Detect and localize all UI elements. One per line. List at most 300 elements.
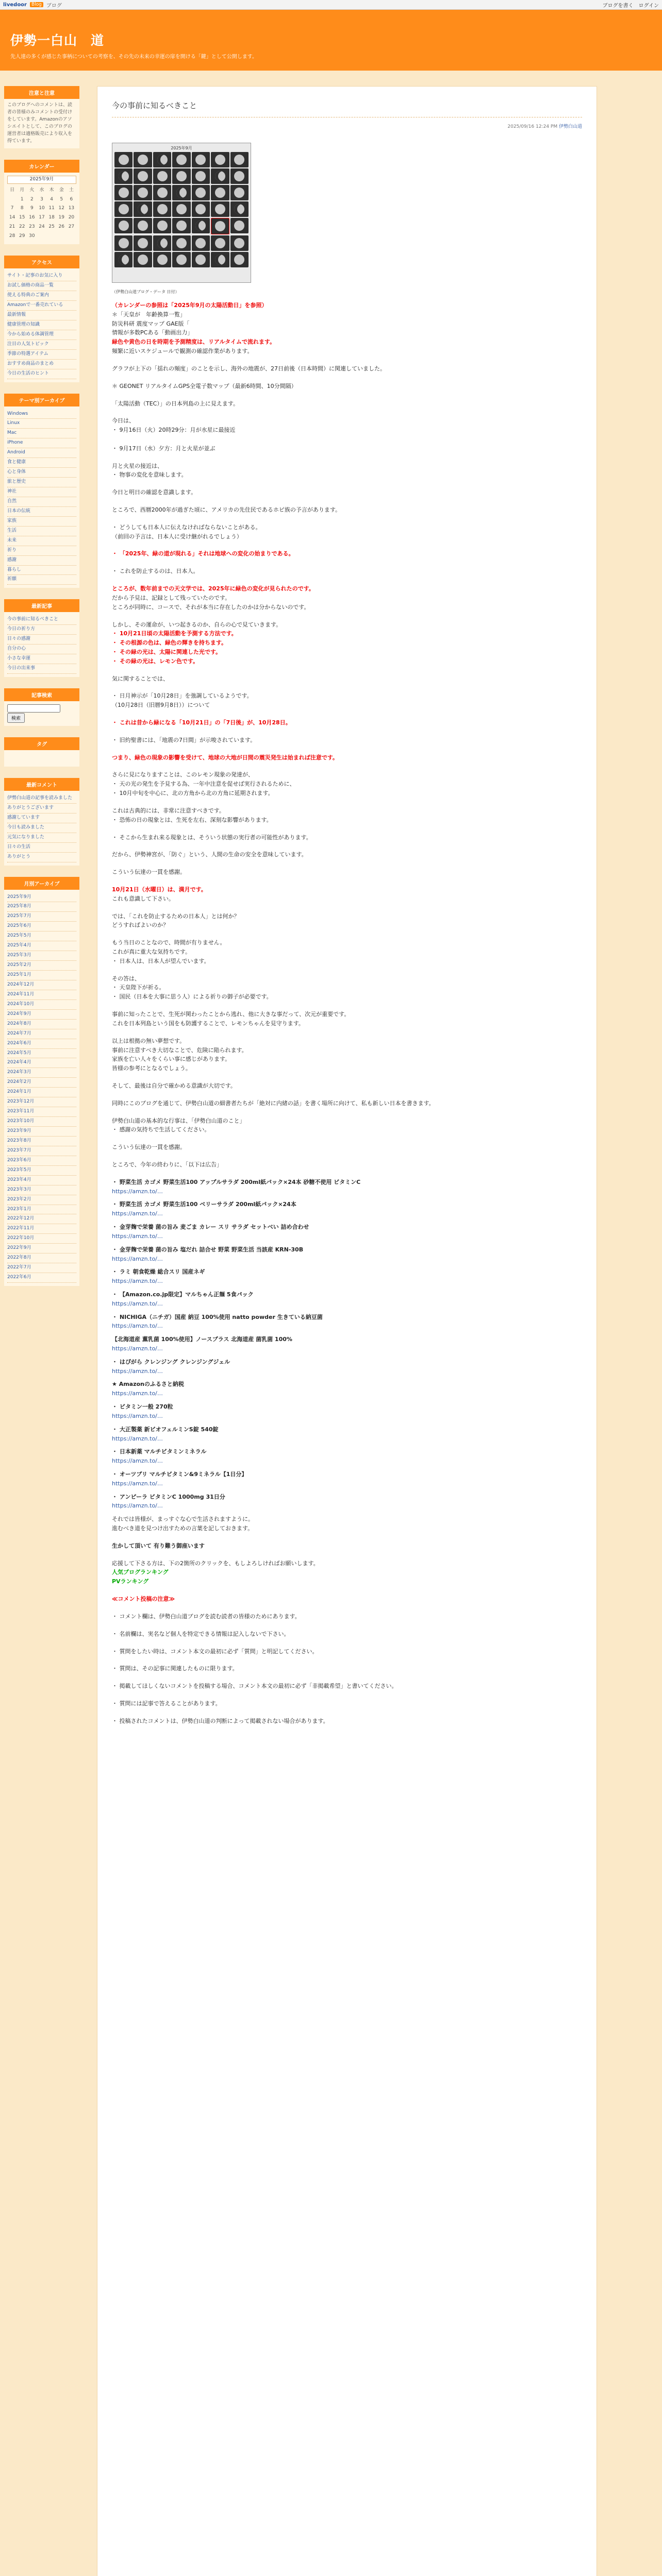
article-author[interactable]: 伊勢白山道: [558, 124, 582, 129]
archive-month-link[interactable]: 2023年12月: [7, 1097, 76, 1107]
access-link[interactable]: 季節の特選アイテム: [7, 350, 76, 360]
category-link[interactable]: 心と身体: [7, 468, 76, 478]
calendar-day[interactable]: 30: [29, 233, 35, 239]
product-item: [112, 1493, 582, 1511]
access-link[interactable]: 使える特典のご案内: [7, 291, 76, 301]
article-paragraph: [112, 691, 582, 710]
topbar-menu[interactable]: ブログ: [46, 3, 62, 9]
archive-month-link[interactable]: 2024年7月: [7, 1029, 76, 1039]
category-link[interactable]: 暮らし: [7, 566, 76, 575]
moon-icon: [195, 171, 206, 181]
article-paragraph: [112, 833, 582, 842]
moon-cell: [230, 168, 249, 184]
product-name: ・ 野菜生活 カゴメ 野菜生活100 アップルサラダ 200ml紙パック×24本 砂糖不使用 ビタミンC: [112, 1178, 361, 1185]
recent-comment-link[interactable]: 感謝しています: [7, 814, 76, 823]
article-line: ・ これを防止するのは、日本人。: [112, 568, 199, 575]
moon-cell: [114, 201, 133, 217]
moon-cell: [211, 168, 229, 184]
archive-month-link[interactable]: 2022年10月: [7, 1234, 76, 1244]
article-line: これは古典的には、非常に注意すべきです。: [112, 807, 225, 814]
moon-icon: [215, 238, 225, 248]
article-line: ・ 日本人は、日本人が望んでいます。: [112, 957, 210, 964]
article-line: こういう伝達の一貫を感謝。: [112, 1144, 186, 1151]
archive-month-link[interactable]: 2023年8月: [7, 1137, 76, 1146]
calendar-day: [47, 232, 57, 241]
category-link[interactable]: 日本の伝統: [7, 507, 76, 517]
access-link[interactable]: 今から始める体調管理: [7, 330, 76, 340]
calendar-day[interactable]: 19: [58, 215, 64, 221]
category-link[interactable]: 祈り: [7, 546, 76, 556]
moon-icon: [234, 155, 244, 165]
moon-icon: [119, 204, 129, 214]
article-line: さらに見になりますことは、このレモン現象の発達が、: [112, 771, 254, 778]
calendar-weekday: 木: [49, 187, 54, 193]
article-paragraph: [112, 364, 582, 374]
archive-month-link[interactable]: 2024年1月: [7, 1088, 76, 1097]
article-line: 防災科研 震度マップ GAE版「: [112, 320, 190, 327]
moon-icon: [176, 155, 187, 165]
archive-month-link[interactable]: 2025年6月: [7, 922, 76, 931]
moon-cell: [153, 252, 171, 267]
category-link[interactable]: 感謝: [7, 556, 76, 566]
top-toolbar: [0, 0, 662, 10]
article-line: では、「これを防止するための日本人」とは何か？: [112, 912, 240, 920]
product-link[interactable]: https://amzn.to/…: [112, 1210, 163, 1217]
calendar-day[interactable]: 1: [20, 196, 24, 202]
calendar-day[interactable]: 16: [29, 215, 35, 221]
article-paragraph: [112, 1010, 582, 1028]
archive-month-link[interactable]: 2025年9月: [7, 893, 76, 903]
article-body: [112, 301, 582, 1726]
category-link[interactable]: Mac: [7, 429, 76, 438]
product-name: ・ アンピーラ ビタミンC 1000mg 31日分: [112, 1493, 225, 1500]
monthly-archive-widget: [4, 877, 79, 1286]
search-button[interactable]: 検索: [7, 713, 25, 723]
closing-line: 進むべき道を見つけ出すための言葉を記しておきます。: [112, 1525, 254, 1532]
article-line: 事前に知ったことで、生死が関わったことから逃れ、他に大きな事だって、次元が重要です。: [112, 1011, 350, 1018]
calendar-day[interactable]: 3: [40, 196, 43, 202]
article-paragraph: [112, 806, 582, 825]
archive-month-link[interactable]: 2024年12月: [7, 980, 76, 990]
article-line: （10月28日（旧暦9月8日））について: [112, 702, 210, 709]
archive-month-link[interactable]: 2022年8月: [7, 1253, 76, 1263]
archive-month-link[interactable]: 2024年9月: [7, 1010, 76, 1020]
article-paragraph: [112, 584, 582, 612]
article-paragraph: [112, 868, 582, 877]
product-name: ・ NICHIGA（ニチガ）国産 納豆 100%使用 natto powder 生きている納豆菌: [112, 1313, 323, 1320]
article-line: ＊ GEONET リアルタイムGPS全電子数マップ（最新6時間、10分間隔）: [112, 382, 297, 389]
moon-icon: [119, 155, 129, 165]
notice-text: このブログへのコメントは、読者の皆様のみコメントの受付けをしています。Amazonのアソシエイトとして、このブログの運営者は適格販売により収入を得ています。: [4, 99, 79, 148]
archive-month-link[interactable]: 2022年12月: [7, 1214, 76, 1224]
article-paragraph: [112, 505, 582, 515]
article-line: 頻繁に近いスケジュールで観測の確認作業があります。: [112, 348, 253, 355]
archive-month-link[interactable]: 2024年3月: [7, 1068, 76, 1078]
moon-cell: [134, 185, 152, 200]
archive-month-link[interactable]: 2023年4月: [7, 1176, 76, 1185]
archive-month-link[interactable]: 2025年2月: [7, 961, 76, 971]
archive-month-link[interactable]: 2025年4月: [7, 941, 76, 951]
product-name: ・ ラミ 朝食乾燥 総合スリ 国産ネギ: [112, 1268, 205, 1276]
comment-notice-item: ・ 投稿されたコメントは、伊勢白山道の判断によって掲載されない場合があります。: [112, 1717, 329, 1724]
article-title[interactable]: 今の事前に知るべきこと: [112, 100, 582, 117]
product-link[interactable]: https://amzn.to/…: [112, 1188, 163, 1195]
article-paragraph: [112, 549, 582, 558]
comment-notice-item: ・ 質問には記事で答えることがあります。: [112, 1700, 221, 1707]
moon-cell: [134, 168, 152, 184]
moon-icon: [176, 238, 187, 248]
calendar-day[interactable]: 18: [48, 215, 55, 221]
access-link[interactable]: おすすめ商品のまとめ: [7, 360, 76, 369]
login-link[interactable]: ログイン: [638, 3, 659, 9]
search-input[interactable]: [7, 704, 60, 713]
widget-title: アクセス: [4, 256, 79, 268]
moon-cell: [211, 235, 229, 251]
product-item: [112, 1267, 582, 1286]
article-paragraph: [112, 674, 582, 684]
archive-month-link[interactable]: 2023年10月: [7, 1117, 76, 1127]
category-link[interactable]: 生活: [7, 527, 76, 536]
article-line: ＊「天皇が 年齢換算一覧」: [112, 311, 186, 318]
product-item: [112, 1402, 582, 1421]
recent-comment-link[interactable]: ありがとう: [7, 853, 76, 862]
moon-icon: [138, 171, 148, 181]
calendar-month[interactable]: 2025年9月: [7, 176, 76, 184]
recent-posts-widget: [4, 599, 79, 677]
moon-cell: [230, 152, 249, 167]
article-line: 伊勢白山道の基本的な行事は、「伊勢白山道のこと」: [112, 1117, 245, 1124]
article-line: ・ 国民（日本を大事に思う人）による祈りの御子が必要です。: [112, 993, 272, 1001]
access-link[interactable]: 最新情報: [7, 311, 76, 320]
product-link[interactable]: https://amzn.to/…: [112, 1300, 163, 1307]
product-link[interactable]: https://amzn.to/…: [112, 1367, 163, 1375]
article-paragraph: [112, 620, 582, 666]
calendar-day[interactable]: 9: [30, 206, 34, 211]
product-item: [112, 1380, 582, 1398]
article-line: もう当日のことなので、時間が有りません。: [112, 939, 226, 946]
product-item: [112, 1245, 582, 1264]
article-paragraph: [112, 567, 582, 576]
archive-month-link[interactable]: 2023年1月: [7, 1205, 76, 1215]
article-line: ところで、西暦2000年が過ぎた頃に、アメリカの先住民であるホピ族の予言があります。: [112, 506, 341, 513]
calendar-day[interactable]: 22: [19, 224, 25, 230]
article-line: ところが、数年前までの天文学では、2025年に緑色の変化が見られたのです。: [112, 585, 315, 592]
archive-month-link[interactable]: 2025年7月: [7, 912, 76, 922]
archive-month-link[interactable]: 2024年10月: [7, 1000, 76, 1010]
product-link[interactable]: https://amzn.to/…: [112, 1255, 163, 1262]
moon-icon: [138, 238, 148, 248]
product-link[interactable]: https://amzn.to/…: [112, 1480, 163, 1487]
closing-line: それでは皆様が、まっすぐな心で生活されますように。: [112, 1516, 254, 1523]
calendar-day[interactable]: 8: [20, 206, 24, 211]
moon-icon: [157, 238, 168, 248]
article: [97, 86, 597, 2576]
category-link[interactable]: 未来: [7, 536, 76, 546]
archive-month-link[interactable]: 2022年11月: [7, 1224, 76, 1234]
article-line: 情報が多数PCある「動画出力」: [112, 329, 193, 336]
moon-icon: [157, 155, 168, 165]
search-widget: [4, 688, 79, 726]
ranking-links: [112, 1559, 582, 1586]
moon-icon: [138, 188, 148, 198]
calendar-day: [67, 232, 76, 241]
article-line: ・ 感謝の気持ちで生活してください。: [112, 1126, 210, 1133]
widget-title: 記事検索: [4, 688, 79, 701]
article-line: 以上は根拠の無い夢想です。: [112, 1037, 186, 1044]
sun-activity-photo[interactable]: [112, 143, 251, 283]
category-link[interactable]: 神社: [7, 487, 76, 497]
blog-header: [0, 10, 662, 71]
calendar-day: [37, 232, 46, 241]
archive-month-link[interactable]: 2023年2月: [7, 1195, 76, 1205]
moon-icon: [176, 188, 187, 198]
product-link[interactable]: https://amzn.to/…: [112, 1412, 163, 1419]
calendar-day[interactable]: 24: [39, 224, 45, 230]
archive-month-link[interactable]: 2023年11月: [7, 1107, 76, 1117]
recent-post-link[interactable]: 今日の祈り方: [7, 625, 76, 635]
article-paragraph: [112, 1143, 582, 1152]
moon-icon: [234, 255, 244, 265]
calendar-day[interactable]: 10: [39, 206, 45, 211]
product-name: 【北海道産 薫乳菌 100%使用】ノースプラス 北海道産 菌乳菌 100%: [112, 1336, 292, 1343]
moon-cell: [192, 185, 210, 200]
recent-comment-link[interactable]: 今日も読みました: [7, 823, 76, 833]
product-link[interactable]: https://amzn.to/…: [112, 1458, 163, 1465]
article-line: 事前に注意すべき大切なことで、危険に陥られます。: [112, 1046, 247, 1054]
product-name: ・ 野菜生活 カゴメ 野菜生活100 ベリーサラダ 200ml紙パック×24本: [112, 1201, 296, 1208]
product-link[interactable]: https://amzn.to/…: [112, 1345, 163, 1352]
moon-icon: [234, 171, 244, 181]
calendar-day[interactable]: 17: [39, 215, 45, 221]
access-link[interactable]: サイト・記事のお気に入り: [7, 272, 76, 281]
article-paragraph: [112, 416, 582, 453]
article-line: [112, 435, 582, 444]
product-name: ★ Amazonのふるさと納税: [112, 1381, 184, 1388]
category-link[interactable]: iPhone: [7, 438, 76, 448]
moon-cell: [153, 218, 171, 233]
category-link[interactable]: 家族: [7, 517, 76, 527]
recent-post-link[interactable]: 日々の感謝: [7, 635, 76, 645]
article-line: だから予見は、記録として残っていたのです。: [112, 594, 231, 601]
archive-month-link[interactable]: 2023年9月: [7, 1127, 76, 1137]
article-paragraph: [112, 718, 582, 727]
calendar-day[interactable]: 25: [48, 224, 55, 230]
archive-month-link[interactable]: 2023年5月: [7, 1166, 76, 1176]
calendar-day[interactable]: 20: [68, 215, 75, 221]
article-meta: [112, 123, 582, 129]
calendar-day[interactable]: 13: [68, 206, 75, 211]
moon-icon: [119, 255, 129, 265]
ranking-link[interactable]: 人気ブログランキング: [112, 1569, 169, 1576]
ranking-link[interactable]: PVランキング: [112, 1578, 149, 1585]
calendar-weekday: 火: [29, 187, 35, 193]
archive-month-link[interactable]: 2023年6月: [7, 1156, 76, 1166]
calendar-day[interactable]: 27: [68, 224, 75, 230]
moon-icon: [176, 204, 187, 214]
access-link[interactable]: お試し価格の商品一覧: [7, 281, 76, 291]
calendar-day[interactable]: 21: [9, 224, 15, 230]
photo-caption: 2025年9月: [171, 146, 192, 150]
moon-icon: [119, 171, 129, 181]
product-name: ・ オーツブリ マルチビタミン&9ミネラル【1日分】: [112, 1470, 247, 1478]
archive-month-link[interactable]: 2025年5月: [7, 931, 76, 941]
access-link[interactable]: 健康管理の知識: [7, 320, 76, 330]
category-link[interactable]: Windows: [7, 410, 76, 419]
widget-title: 月別アーカイブ: [4, 877, 79, 890]
recent-comment-link[interactable]: 元気になりました: [7, 833, 76, 843]
recent-comment-link[interactable]: ありがとうございます: [7, 804, 76, 814]
widget-title: タグ: [4, 737, 79, 750]
moon-icon: [138, 221, 148, 231]
recent-post-link[interactable]: 今日の出来事: [7, 664, 76, 674]
calendar-day[interactable]: 28: [9, 233, 15, 239]
archive-month-link[interactable]: 2025年1月: [7, 971, 76, 980]
calendar-day[interactable]: 5: [60, 196, 63, 202]
article-paragraph: [112, 1037, 582, 1073]
article-line: ところが同時に、コースで、それが本当に存在したのかは分からないのです。: [112, 603, 310, 611]
article-line: ・ 日月神示が「10月28日」を強調しているようです。: [112, 692, 253, 700]
article-line: 今日は、: [112, 417, 135, 425]
article-line: ・ 天の光の発生を予見する為、一年中注意を促せば実行されるために、: [112, 781, 295, 788]
moon-cell: [192, 252, 210, 267]
closing: [112, 1515, 582, 1533]
category-link[interactable]: 食と健康: [7, 458, 76, 468]
archive-month-link[interactable]: 2024年6月: [7, 1039, 76, 1049]
product-link[interactable]: https://amzn.to/…: [112, 1232, 163, 1240]
comment-notice-item: ・ 質問をしたい時は、コメント本文の最初に必ず「質問」と明記してください。: [112, 1648, 318, 1655]
calendar-day[interactable]: 14: [9, 215, 15, 221]
calendar-weekday: 金: [59, 187, 64, 193]
archive-month-link[interactable]: 2023年3月: [7, 1185, 76, 1195]
archive-month-link[interactable]: 2023年7月: [7, 1146, 76, 1156]
moon-cell: [230, 252, 249, 267]
article-line: 同時にこのブログを通じて、伊勢白山道の細書者たちが「絶対に内緒の話」を書く場所に向けて、私も新しい日本を書きます。: [112, 1099, 435, 1107]
moon-icon: [215, 255, 225, 265]
theme-archive-widget: [4, 394, 79, 588]
recent-comment-link[interactable]: 伊勢白山道の記事を読みました: [7, 794, 76, 804]
moon-cell: [172, 152, 190, 167]
product-name: ・ 金芽麹で栄養 菌の旨み 麦ごま カレー スリ サラダ セットべい 詰め合わせ: [112, 1224, 309, 1231]
archive-month-link[interactable]: 2024年5月: [7, 1049, 76, 1059]
recent-post-link[interactable]: 自分の心: [7, 645, 76, 654]
blog-badge[interactable]: Blog: [30, 2, 43, 7]
category-link[interactable]: 旅と歴史: [7, 478, 76, 487]
moon-cell: [134, 235, 152, 251]
calendar-week: [7, 204, 76, 213]
calendar-day[interactable]: 15: [19, 215, 25, 221]
calendar-weekday: 土: [69, 187, 74, 193]
moon-cell: [211, 201, 229, 217]
moon-cell: [172, 168, 190, 184]
calendar-weekday: 水: [39, 187, 44, 193]
product-item: [112, 1425, 582, 1444]
write-blog-link[interactable]: ブログを書く: [602, 3, 634, 9]
product-link[interactable]: https://amzn.to/…: [112, 1278, 163, 1285]
calendar-weekday: 月: [20, 187, 25, 193]
archive-month-link[interactable]: 2024年11月: [7, 990, 76, 1000]
article-paragraph: [112, 382, 582, 391]
moon-calendar-grid: [114, 152, 249, 267]
moon-cell: [211, 218, 229, 234]
product-link[interactable]: https://amzn.to/…: [112, 1323, 163, 1330]
moon-icon: [138, 204, 148, 214]
category-link[interactable]: Linux: [7, 419, 76, 429]
article-paragraph: [112, 399, 582, 409]
calendar-week: [7, 195, 76, 205]
category-link[interactable]: 祈願: [7, 575, 76, 585]
article-line: ・ これは昔から緑になる「10月21日」の「7日後」が、10月28日。: [112, 719, 291, 726]
archive-month-link[interactable]: 2022年7月: [7, 1263, 76, 1273]
article-line: ・ 9月16日（火）20時29分：月が水星に最接近: [112, 427, 236, 434]
livedoor-logo[interactable]: livedoor: [3, 2, 27, 8]
archive-month-link[interactable]: 2025年3月: [7, 951, 76, 961]
access-link[interactable]: 注目の人気トピック: [7, 340, 76, 350]
widget-title: 注意と注意: [4, 86, 79, 99]
moon-cell: [230, 201, 249, 217]
moon-icon: [195, 155, 206, 165]
moon-icon: [195, 221, 206, 231]
calendar-week: [7, 213, 76, 223]
product-item: [112, 1178, 582, 1196]
calendar-day[interactable]: 12: [58, 206, 64, 211]
blog-title[interactable]: 伊勢一白山 道: [10, 33, 105, 48]
moon-cell: [192, 218, 210, 233]
archive-month-link[interactable]: 2025年8月: [7, 902, 76, 912]
article-line: これも意識して下さい。: [112, 895, 174, 902]
article-line: ・ 恐怖の日の現象とは、生死を左右、深刻な影響があります。: [112, 816, 272, 823]
product-link[interactable]: https://amzn.to/…: [112, 1502, 163, 1510]
article-paragraph: [112, 462, 582, 480]
article-line: 「太陽活動（TEC）」の日本列島の上に見えます。: [112, 400, 239, 407]
archive-month-link[interactable]: 2024年4月: [7, 1058, 76, 1068]
archive-month-link[interactable]: 2024年8月: [7, 1020, 76, 1029]
moon-cell: [134, 201, 152, 217]
recent-comment-link[interactable]: 日々の生活: [7, 843, 76, 853]
comment-notice-item: ・ 掲載してほしくないコメントを投稿する場合、コメント本文の最初に必ず「非掲載希望」と書いてください。: [112, 1683, 398, 1690]
calendar-day[interactable]: 6: [70, 196, 73, 202]
product-item: [112, 1290, 582, 1309]
article-line: しかし、その運命が、いつ起きるのか、自らの心で見ていきます。: [112, 621, 282, 628]
article-paragraph: [112, 938, 582, 965]
category-link[interactable]: Android: [7, 448, 76, 458]
category-link[interactable]: 自然: [7, 497, 76, 507]
product-name: ・ ビタミン一般 270粒: [112, 1403, 173, 1411]
article-line: そして、最後は自分で確かめる意識が大切です。: [112, 1082, 236, 1089]
article-line: つまり、緑色の現象の影響を受けて、地球の大地が日間の震災発生は始まれば注意です。: [112, 754, 338, 761]
archive-month-link[interactable]: 2022年9月: [7, 1244, 76, 1253]
calendar-day[interactable]: 4: [50, 196, 53, 202]
archive-month-link[interactable]: 2024年2月: [7, 1078, 76, 1088]
article-paragraph: [112, 885, 582, 904]
product-item: [112, 1358, 582, 1376]
moon-cell: [230, 235, 249, 251]
calendar-day[interactable]: 11: [48, 206, 55, 211]
product-link[interactable]: https://amzn.to/…: [112, 1390, 163, 1397]
product-link[interactable]: https://amzn.to/…: [112, 1435, 163, 1442]
archive-month-link[interactable]: 2022年6月: [7, 1273, 76, 1283]
recent-post-link[interactable]: 今の事前に知るべきこと: [7, 615, 76, 625]
access-link[interactable]: 今日の生活のヒント: [7, 369, 76, 379]
calendar-day[interactable]: 23: [29, 224, 35, 230]
recent-post-link[interactable]: 小さな幸運: [7, 654, 76, 664]
moon-cell: [192, 152, 210, 167]
calendar-day[interactable]: 7: [10, 206, 14, 211]
calendar-day[interactable]: 2: [30, 196, 34, 202]
moon-cell: [211, 252, 229, 267]
calendar-day[interactable]: 29: [19, 233, 25, 239]
calendar-day[interactable]: 26: [58, 224, 64, 230]
access-link[interactable]: Amazonで一番売れている: [7, 301, 76, 311]
